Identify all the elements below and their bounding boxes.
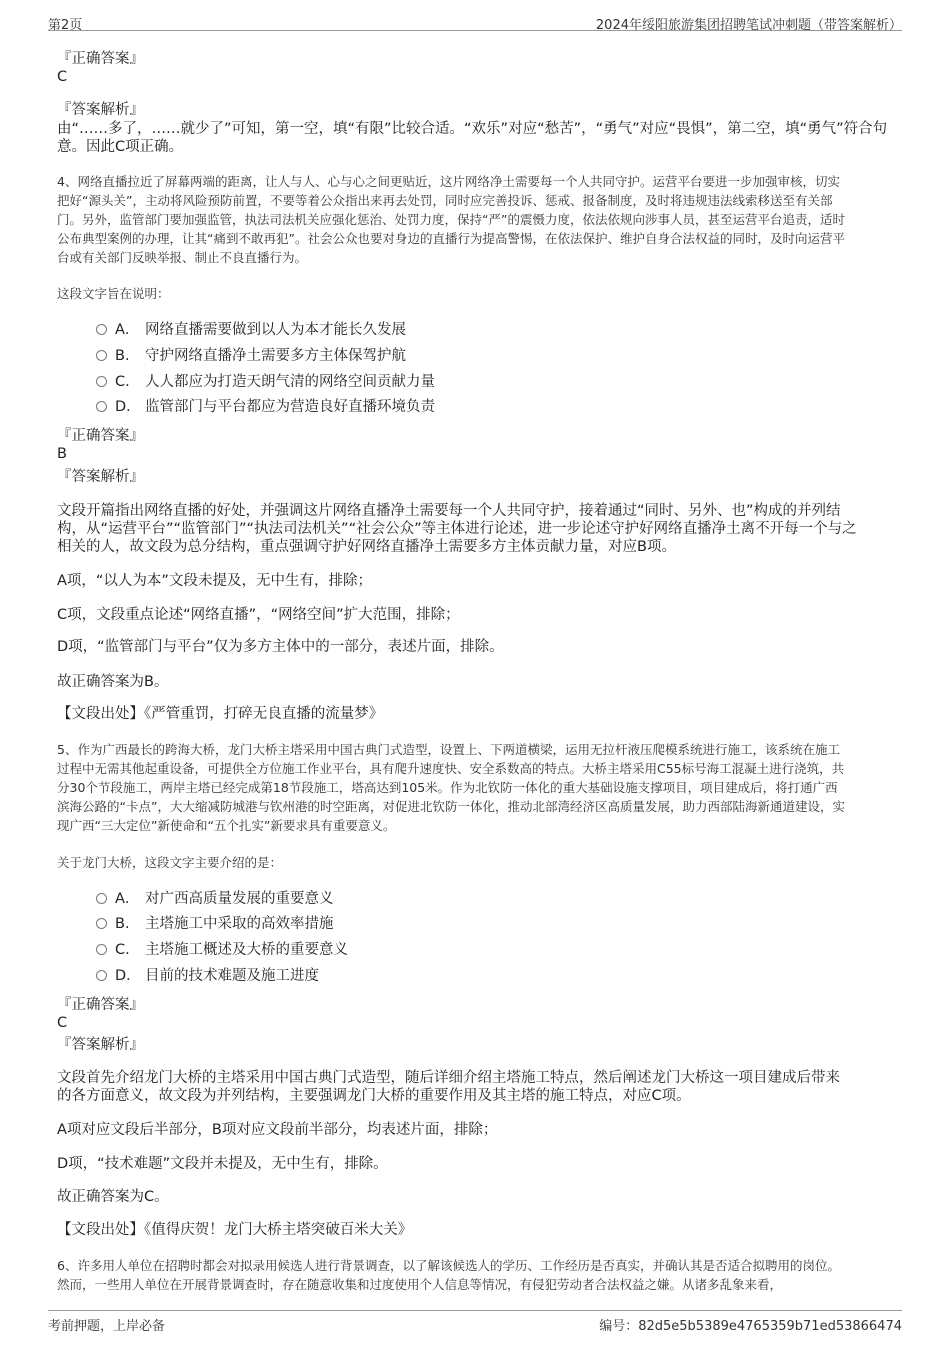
q6-stem-line: 然而，一些用人单位在开展背景调查时，存在随意收集和过度使用个人信息等情况，有侵犯劳动者合法权益之嫌。从诸多乱象来看， [57, 1277, 783, 1292]
q5-analysis-label: 『答案解析』 [57, 1037, 144, 1053]
q4-option-c[interactable]: C． 人人都应为打造天朗气清的网络空间贡献力量 [96, 372, 435, 392]
page-header [48, 12, 902, 31]
q4-stem-line: 4、网络直播拉近了屏幕两端的距离，让人与人、心与心之间更贴近，这片网络净土需要每一个人共同守护。运营平台要进一步加强审核，切实 [57, 174, 840, 189]
q3-analysis-label: 『答案解析』 [57, 102, 144, 118]
q5-stem-line: 5、作为广西最长的跨海大桥，龙门大桥主塔采用中国古典门式造型，设置上、下两道横梁，运用无拉杆液压爬模系统进行施工，该系统在施工 [57, 742, 840, 757]
q4-a-note: A项，“以人为本”文段未提及，无中生有，排除； [57, 573, 372, 589]
q4-source: 【文段出处】《严管重罚，打碎无良直播的流量梦》 [57, 706, 384, 722]
q5-stem-line: 滨海公路的“卡点”，大大缩减防城港与钦州港的时空距离，对促进北钦防一体化，推动北部湾经济区高质量发展，助力西部陆海新通道建设，实 [57, 799, 845, 814]
q4-option-d[interactable]: D． 监管部门与平台都应为营造良好直播环境负责 [96, 397, 435, 417]
q5-question: 关于龙门大桥，这段文字主要介绍的是： [57, 855, 283, 870]
q4-question: 这段文字旨在说明： [57, 286, 170, 301]
q4-option-a[interactable]: A． 网络直播需要做到以人为本才能长久发展 [96, 320, 406, 340]
q5-stem-line: 过程中无需其他起重设备，可提供全方位施工作业平台，具有爬升速度快、安全系数高的特点。大桥主塔采用C55标号海工混凝土进行浇筑，共 [57, 761, 845, 776]
q3-answer-label: 『正确答案』 [57, 51, 144, 67]
document-title: 2024年绥阳旅游集团招聘笔试冲刺题（带答案解析） [595, 18, 902, 33]
document-id: 编号：82d5e5b5389e4765359b71ed53866474 [599, 1319, 902, 1334]
q5-option-b[interactable]: B. 主塔施工中采取的高效率措施 [96, 914, 334, 934]
q5-answer-label: 『正确答案』 [57, 997, 144, 1013]
footer-slogan: 考前押题，上岸必备 [48, 1319, 166, 1334]
q5-option-d[interactable]: D． 目前的技术难题及施工进度 [96, 966, 319, 986]
q5-conclusion: 故正确答案为C。 [57, 1189, 169, 1205]
q4-analysis-line: 构，从“运营平台”“监管部门”“执法司法机关”“社会公众”等主体进行论述，进一步论述守护好网络直播净土离不开每一个与之 [57, 521, 857, 537]
q4-stem-line: 台或有关部门反映举报、制止不良直播行为。 [57, 250, 308, 265]
q4-answer: B [57, 446, 67, 462]
q4-option-b[interactable]: B. 守护网络直播净土需要多方主体保驾护航 [96, 346, 406, 366]
radio-icon[interactable] [96, 324, 107, 335]
radio-icon[interactable] [96, 401, 107, 412]
q5-answer: C [57, 1015, 68, 1031]
q4-answer-label: 『正确答案』 [57, 428, 144, 444]
q5-source: 【文段出处】《值得庆贺！龙门大桥主塔突破百米大关》 [57, 1222, 413, 1238]
radio-icon[interactable] [96, 376, 107, 387]
q4-stem-line: 门。另外，监管部门要加强监管，执法司法机关应强化惩治、处罚力度，保持“严”的震慑力度，依法依规向涉事人员，甚至运营平台追责，适时 [57, 212, 845, 227]
q4-c-note: C项，文段重点论述“网络直播”，“网络空间”扩大范围，排除； [57, 607, 460, 623]
q4-d-note: D项，“监管部门与平台”仅为多方主体中的一部分，表述片面，排除。 [57, 639, 504, 655]
q3-analysis-line: 由“……多了，……就少了”可知，第一空，填“有限”比较合适。“欢乐”对应“愁苦”，“勇气”对应“畏惧”，第二空，填“勇气”符合句 [57, 121, 888, 137]
q5-analysis-line: 的各方面意义，故文段为并列结构，主要强调龙门大桥的重要作用及其主塔的施工特点，对应C项。 [57, 1088, 691, 1104]
q5-option-c[interactable]: C． 主塔施工概述及大桥的重要意义 [96, 940, 348, 960]
q5-stem-line: 现广西“三大定位”新使命和“五个扎实”新要求具有重要意义。 [57, 818, 396, 833]
radio-icon[interactable] [96, 350, 107, 361]
q6-stem-line: 6、许多用人单位在招聘时都会对拟录用候选人进行背景调查，以了解该候选人的学历、工作经历是否真实，并确认其是否适合拟聘用的岗位。 [57, 1258, 840, 1273]
page-footer [48, 1310, 902, 1334]
radio-icon[interactable] [96, 970, 107, 981]
radio-icon[interactable] [96, 918, 107, 929]
q4-stem-line: 公布典型案例的办理，让其“痛到不敢再犯”。社会公众也要对身边的直播行为提高警惕，在依法保护、维护自身合法权益的同时，及时向运营平 [57, 231, 845, 246]
q5-stem-line: 分30个节段施工，两岸主塔已经完成第18节段施工，塔高达到105米。作为北钦防一体化的重大基础设施支撑项目，项目建成后，将打通广西 [57, 780, 838, 795]
q5-analysis-line: 文段首先介绍龙门大桥的主塔采用中国古典门式造型，随后详细介绍主塔施工特点，然后阐述龙门大桥这一项目建成后带来 [57, 1070, 840, 1086]
q4-analysis-line: 文段开篇指出网络直播的好处，并强调这片网络直播净土需要每一个人共同守护，接着通过“同时、另外、也”构成的并列结 [57, 503, 841, 519]
q5-d-note: D项，“技术难题”文段并未提及，无中生有，排除。 [57, 1156, 388, 1172]
radio-icon[interactable] [96, 944, 107, 955]
radio-icon[interactable] [96, 893, 107, 904]
page-number: 第2页 [48, 18, 83, 33]
q4-stem-line: 把好“源头关”，主动将风险预防前置，不要等着公众指出来再去处罚，同时应完善投诉、惩戒、报备制度，及时将违规违法线索移送至有关部 [57, 193, 833, 208]
q4-analysis-line: 相关的人，故文段为总分结构，重点强调守护好网络直播净土需要多方主体贡献力量，对应B项。 [57, 539, 676, 555]
q3-answer: C [57, 69, 68, 85]
q5-option-a[interactable]: A． 对广西高质量发展的重要意义 [96, 889, 334, 909]
q5-ab-note: A项对应文段后半部分，B项对应文段前半部分，均表述片面，排除； [57, 1122, 498, 1138]
q4-conclusion: 故正确答案为B。 [57, 674, 169, 690]
q4-analysis-label: 『答案解析』 [57, 469, 144, 485]
q3-analysis-line: 意。因此C项正确。 [57, 139, 184, 155]
